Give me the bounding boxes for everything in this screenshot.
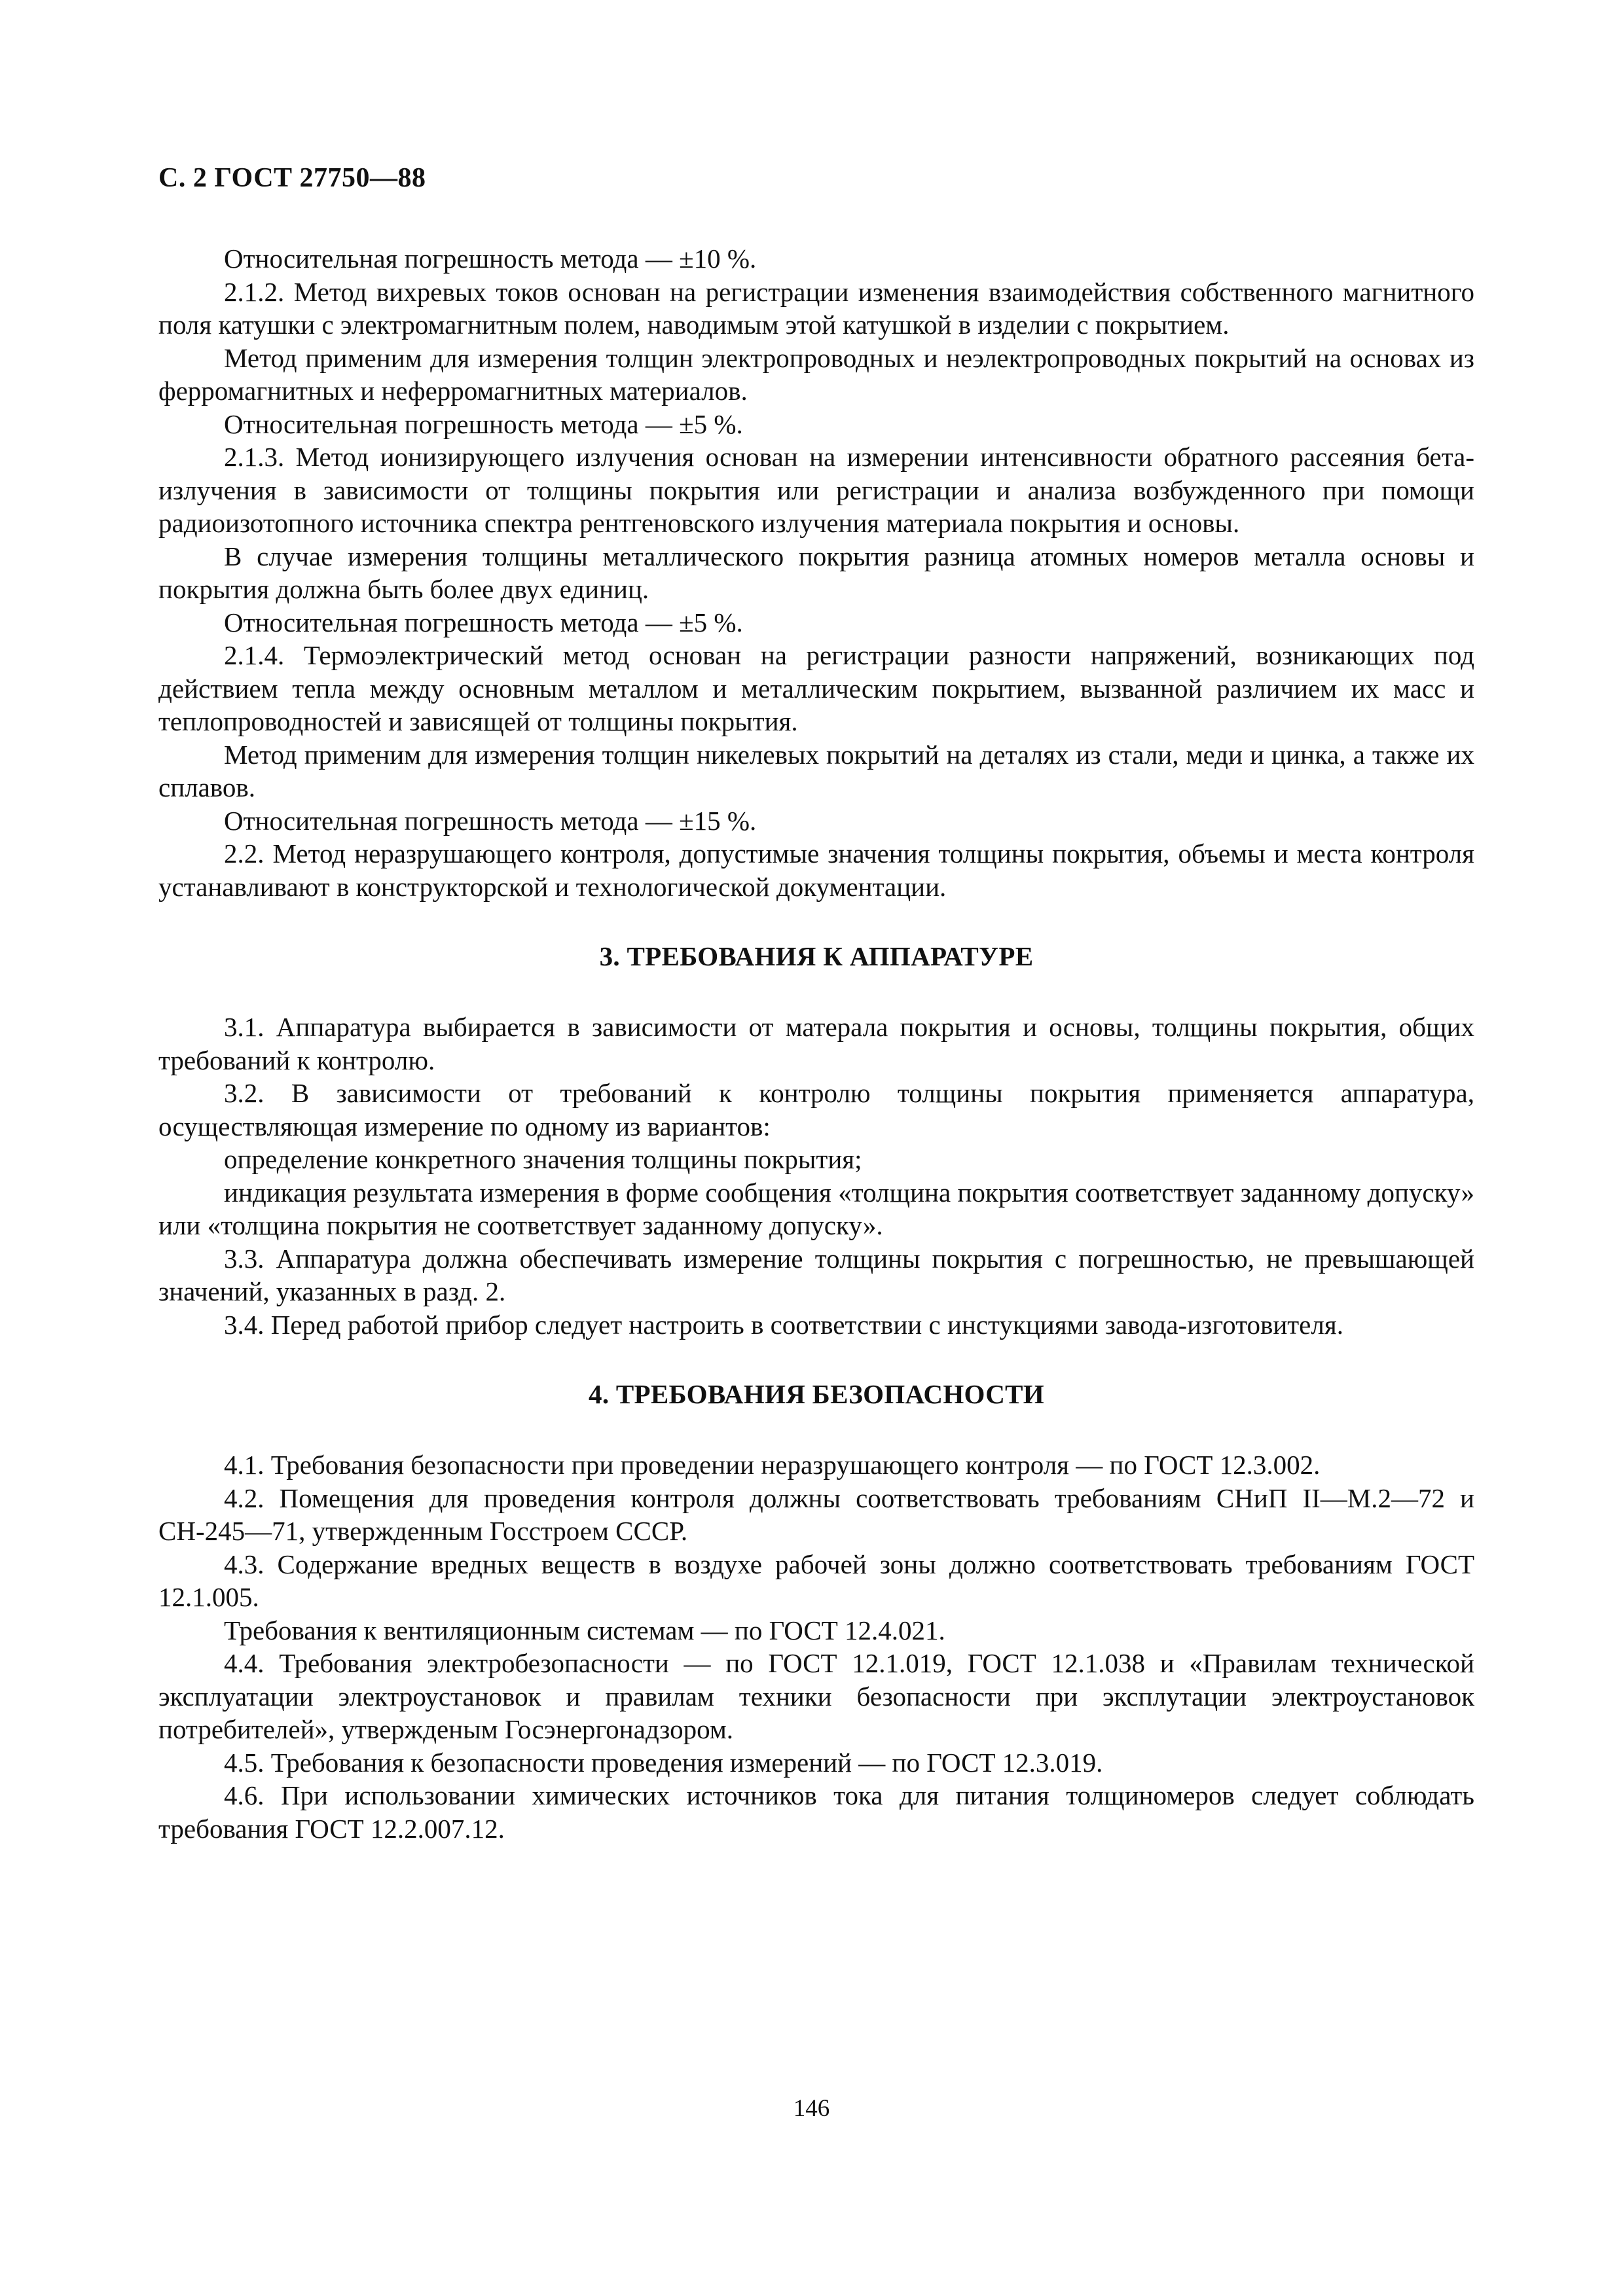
paragraph: 4.6. При использовании химических источников тока для питания толщиномеров следует соблюдать требования ГОСТ 12.2.007.12. [158, 1780, 1474, 1844]
paragraph: 2.2. Метод неразрушающего контроля, допустимые значения толщины покрытия, объемы и места контроля устанавливают в конструкторской и технологической документации. [158, 838, 1474, 902]
paragraph: В случае измерения толщины металлического покрытия разница атомных номеров металла основы и покрытия должна быть более двух единиц. [158, 541, 1474, 604]
paragraph: индикация результата измерения в форме сообщения «толщина покрытия соответствует заданному допуску» или «толщина покрытия не соответствует заданному допуску». [158, 1177, 1474, 1240]
paragraph: 3.2. В зависимости от требований к контролю толщины покрытия применяется аппаратура, осуществляющая измерение по одному из вариантов: [158, 1078, 1474, 1141]
paragraph: 4.5. Требования к безопасности проведения измерений — по ГОСТ 12.3.019. [224, 1747, 1103, 1778]
paragraph: Метод применим для измерения толщин электропроводных и неэлектропроводных покрытий на основах из ферромагнитных и неферромагнитных материалов. [158, 342, 1474, 406]
paragraph: 3.1. Аппаратура выбирается в зависимости от матерала покрытия и основы, толщины покрытия, общих требований к контролю. [158, 1012, 1474, 1075]
paragraph: Относительная погрешность метода — ±10 %. [224, 243, 757, 274]
section-3 [158, 940, 1474, 1341]
paragraph: 3.3. Аппаратура должна обеспечивать измерение толщины покрытия с погрешностью, не превышающей значений, указанных в разд. 2. [158, 1243, 1474, 1306]
paragraph: 2.1.4. Термоэлектрический метод основан на регистрации разности напряжений, возникающих под действием тепла между основным металлом и металлическим покрытием, вызванной различием их масс и теплопроводностей и зависящей от толщины покрытия. [158, 640, 1474, 736]
paragraph: 2.1.3. Метод ионизирующего излучения основан на измерении интенсивности обратного рассеяния бета-излучения в зависимости от толщины покрытия или регистрации и анализа возбужденного при помощи радиоизотопного источника спектра рентгеновского излучения материала покрытия и основы. [158, 442, 1474, 538]
paragraph: 2.1.2. Метод вихревых токов основан на регистрации изменения взаимодействия собственного магнитного поля катушки с электромагнитным полем, наводимым этой катушкой в изделии с покрытием. [158, 276, 1474, 340]
paragraph: определение конкретного значения толщины покрытия; [224, 1144, 862, 1174]
paragraph: Требования к вентиляционным системам — по ГОСТ 12.4.021. [224, 1615, 945, 1645]
paragraph: 4.1. Требования безопасности при проведении неразрушающего контроля — по ГОСТ 12.3.002. [224, 1450, 1321, 1480]
paragraph: 4.2. Помещения для проведения контроля должны соответствовать требованиям СНиП II—М.2—72 и СН-245—71, утвержденным Госстроем СССР. [158, 1482, 1474, 1546]
paragraph: Относительная погрешность метода — ±5 %. [224, 607, 743, 637]
section-4 [158, 1378, 1474, 1845]
paragraph: Относительная погрешность метода — ±5 %. [224, 408, 743, 439]
document-body [158, 242, 1474, 1845]
paragraph: Относительная погрешность метода — ±15 %. [224, 805, 757, 836]
paragraph: Метод применим для измерения толщин никелевых покрытий на деталях из стали, меди и цинка, а также их сплавов. [158, 739, 1474, 802]
paragraph: 3.4. Перед работой прибор следует настроить в соответствии с инстукциями завода-изготовителя. [224, 1309, 1343, 1340]
paragraph: 4.3. Содержание вредных веществ в воздухе рабочей зоны должно соответствовать требованиям ГОСТ 12.1.005. [158, 1549, 1474, 1612]
section-heading: 3. ТРЕБОВАНИЯ К АППАРАТУРЕ [599, 941, 1034, 971]
section-heading: 4. ТРЕБОВАНИЯ БЕЗОПАСНОСТИ [589, 1379, 1044, 1409]
page-header: С. 2 ГОСТ 27750—88 [158, 163, 426, 193]
paragraph: 4.4. Требования электробезопасности — по ГОСТ 12.1.019, ГОСТ 12.1.038 и «Правилам технической эксплуатации электроустановок и правилам техники безопасности при эксплутации электроустановок потребителей», утвержденым Госэнергонадзором. [158, 1648, 1474, 1744]
section-2-continuation [158, 242, 1474, 903]
page-number: 146 [793, 2095, 830, 2122]
